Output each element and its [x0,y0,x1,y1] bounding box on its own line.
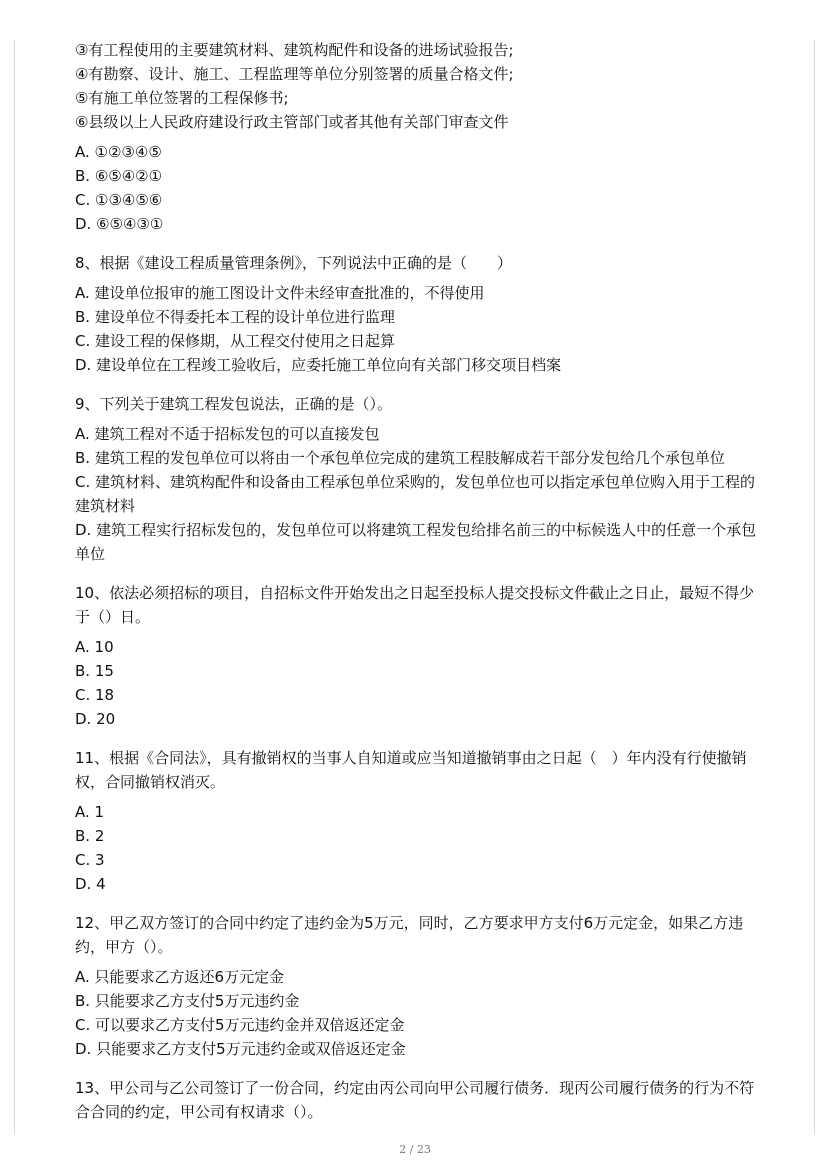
page-left-border [14,40,15,1135]
answer-option: C. 可以要求乙方支付5万元违约金并双倍返还定金 [75,1016,405,1034]
answer-options [75,140,765,236]
answer-option: D. 4 [75,875,106,893]
answer-option: D. ⑥⑤④③① [75,215,164,233]
answer-option: B. 2 [75,827,105,845]
answer-option: B. 15 [75,662,114,680]
page-right-border [814,40,815,1135]
condition-item: ③有工程使用的主要建筑材料、建筑构配件和设备的进场试验报告; [75,41,514,59]
answer-option: B. 建筑工程的发包单位可以将由一个承包单位完成的建筑工程肢解成若干部分发包给几个承包单位 [75,449,725,467]
question-12 [75,911,765,1061]
condition-item: ⑥县级以上人民政府建设行政主管部门或者其他有关部门审查文件 [75,113,509,131]
page-content [75,38,765,1124]
answer-option: B. 建设单位不得委托本工程的设计单位进行监理 [75,308,395,326]
answer-option: B. 只能要求乙方支付5万元违约金 [75,992,300,1010]
answer-options [75,800,765,896]
question-stem: 10、依法必须招标的项目，自招标文件开始发出之日起至投标人提交投标文件截止之日止，最短不得少于（）日。 [75,584,755,626]
question-stem: 9、下列关于建筑工程发包说法，正确的是（）。 [75,395,393,413]
question-stem: 13、甲公司与乙公司签订了一份合同，约定由丙公司向甲公司履行债务．现丙公司履行债务的行为不符合合同的约定，甲公司有权请求（）。 [75,1079,755,1121]
answer-options [75,965,765,1061]
answer-option: D. 建设单位在工程竣工验收后，应委托施工单位向有关部门移交项目档案 [75,356,562,374]
condition-item: ④有勘察、设计、施工、工程监理等单位分别签署的质量合格文件; [75,65,514,83]
answer-options [75,635,765,731]
question-11 [75,746,765,896]
answer-option: D. 只能要求乙方支付5万元违约金或双倍返还定金 [75,1040,406,1058]
answer-option: C. ①③④⑤⑥ [75,191,163,209]
question-stem: 12、甲乙双方签订的合同中约定了违约金为5万元，同时，乙方要求甲方支付6万元定金，如果乙方违约，甲方（）。 [75,914,744,956]
answer-options [75,422,765,566]
answer-option: A. 建筑工程对不适于招标发包的可以直接发包 [75,425,380,443]
condition-item: ⑤有施工单位签署的工程保修书; [75,89,289,107]
answer-option: C. 建筑材料、建筑构配件和设备由工程承包单位采购的，发包单位也可以指定承包单位购入用于工程的建筑材料 [75,473,756,515]
answer-option: A. 10 [75,638,114,656]
question-8 [75,251,765,377]
answer-option: C. 建设工程的保修期，从工程交付使用之日起算 [75,332,396,350]
answer-option: A. 只能要求乙方返还6万元定金 [75,968,285,986]
answer-option: A. 1 [75,803,105,821]
answer-options [75,281,765,377]
question-9 [75,392,765,566]
answer-option: C. 18 [75,686,115,704]
page-number: 2 / 23 [399,1143,431,1156]
answer-option: D. 20 [75,710,116,728]
answer-option: B. ⑥⑤④②① [75,167,163,185]
answer-option: D. 建筑工程实行招标发包的，发包单位可以将建筑工程发包给排名前三的中标候选人中的任意一个承包单位 [75,521,757,563]
answer-option: A. 建设单位报审的施工图设计文件未经审查批准的，不得使用 [75,284,485,302]
question-10 [75,581,765,731]
question-13 [75,1076,765,1124]
answer-option: A. ①②③④⑤ [75,143,162,161]
question-7-continued [75,38,765,236]
question-stem: 8、根据《建设工程质量管理条例》，下列说法中正确的是（ ） [75,254,513,272]
question-stem: 11、根据《合同法》，具有撤销权的当事人自知道或应当知道撤销事由之日起（ ）年内没有行使撤销权，合同撤销权消灭。 [75,749,747,791]
answer-option: C. 3 [75,851,105,869]
